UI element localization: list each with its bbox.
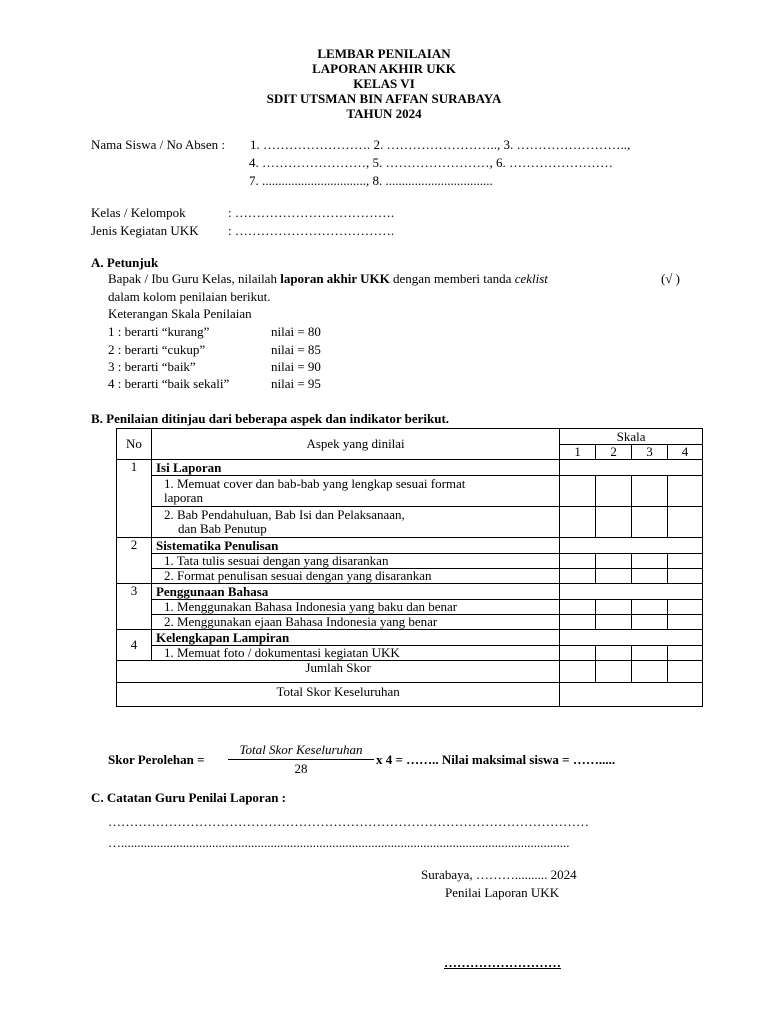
- total-skor-row: [117, 683, 703, 707]
- score-cell[interactable]: [596, 646, 632, 661]
- signer-role: Penilai Laporan UKK: [445, 885, 560, 900]
- scale-value-4: nilai = 95: [271, 376, 321, 391]
- score-cell[interactable]: [632, 507, 668, 538]
- aspect-title: Kelengkapan Lampiran: [151, 630, 559, 646]
- score-cell[interactable]: [668, 569, 703, 584]
- total-skor-cell[interactable]: [560, 683, 703, 707]
- score-cell[interactable]: [560, 569, 596, 584]
- scale-label-1: 1 : berarti “kurang”: [108, 324, 210, 339]
- indicator-cell: 1. Menggunakan Bahasa Indonesia yang baku dan benar: [151, 600, 559, 615]
- kelas-value: : ……………………………….: [228, 205, 395, 220]
- score-cell[interactable]: [632, 476, 668, 507]
- jumlah-skor-row: [117, 661, 703, 683]
- formula-fraction: [228, 742, 374, 777]
- score-cell[interactable]: [560, 476, 596, 507]
- assessment-table: [116, 428, 703, 707]
- table-row: [117, 460, 703, 476]
- blank-cell: [560, 538, 703, 554]
- score-cell[interactable]: [560, 615, 596, 630]
- table-row: [117, 476, 703, 507]
- petunjuk-paragraph-line-1: [108, 271, 680, 287]
- score-cell[interactable]: [596, 507, 632, 538]
- formula-label: Skor Perolehan =: [108, 752, 205, 767]
- score-cell[interactable]: [668, 600, 703, 615]
- indicator-cell: [151, 507, 559, 538]
- aspect-title: Penggunaan Bahasa: [151, 584, 559, 600]
- formula-denominator: 28: [294, 761, 308, 776]
- header-skala-4: 4: [668, 445, 703, 460]
- catatan-line-2[interactable]: …..........................................................................................................................................: [108, 835, 570, 850]
- petunjuk-text-a: Bapak / Ibu Guru Kelas, nilailah: [108, 271, 281, 286]
- score-cell[interactable]: [596, 569, 632, 584]
- nama-siswa-label: Nama Siswa / No Absen :: [91, 137, 225, 152]
- section-c-heading: C. Catatan Guru Penilai Laporan :: [91, 790, 287, 805]
- score-cell[interactable]: [668, 554, 703, 569]
- indicator-line: laporan: [163, 490, 203, 505]
- blank-cell: [560, 630, 703, 646]
- score-cell[interactable]: [560, 646, 596, 661]
- score-cell[interactable]: [560, 600, 596, 615]
- nama-siswa-row-2: 4. ……………………, 5. ……………………, 6. ……………………: [249, 155, 613, 170]
- petunjuk-paragraph-line-2: dalam kolom penilaian berikut.: [108, 289, 271, 304]
- score-cell[interactable]: [668, 507, 703, 538]
- petunjuk-text-b: laporan akhir UKK: [280, 271, 390, 286]
- indicator-cell: 2. Format penulisan sesuai dengan yang disarankan: [151, 569, 559, 584]
- section-b-heading: B. Penilaian ditinjau dari beberapa aspek dan indikator berikut.: [91, 411, 450, 426]
- score-cell[interactable]: [632, 600, 668, 615]
- table-row: [117, 615, 703, 630]
- fraction-bar: [228, 759, 374, 760]
- table-row: [117, 600, 703, 615]
- header-no: No: [117, 429, 152, 460]
- blank-cell: [560, 584, 703, 600]
- formula-rest: x 4 = …….. Nilai maksimal siswa = …….....: [376, 752, 616, 767]
- total-skor-label: Total Skor Keseluruhan: [117, 683, 560, 707]
- scale-value-2: nilai = 85: [271, 342, 321, 357]
- header-skala: Skala: [560, 429, 703, 445]
- score-cell[interactable]: [560, 661, 596, 683]
- table-row: [117, 538, 703, 554]
- petunjuk-heading: A. Petunjuk: [91, 255, 159, 270]
- signer-name-line: ………………………: [444, 955, 561, 970]
- jenis-kegiatan-label: Jenis Kegiatan UKK: [91, 223, 199, 238]
- score-cell[interactable]: [632, 554, 668, 569]
- table-header-row: [117, 429, 703, 445]
- checkmark-symbol: (√ ): [660, 271, 680, 286]
- table-row: [117, 630, 703, 646]
- nama-siswa-row-3: 7. ................................, 8. .................................: [249, 173, 493, 188]
- score-cell[interactable]: [632, 646, 668, 661]
- header-skala-1: 1: [560, 445, 596, 460]
- score-cell[interactable]: [596, 554, 632, 569]
- indicator-cell: [151, 476, 559, 507]
- title-line-1: LEMBAR PENILAIAN: [317, 46, 451, 61]
- scale-value-1: nilai = 80: [271, 324, 321, 339]
- petunjuk-text-c: dengan memberi tanda: [389, 271, 515, 286]
- indicator-line: 2. Bab Pendahuluan, Bab Isi dan Pelaksanaan,: [163, 507, 405, 522]
- score-cell[interactable]: [668, 476, 703, 507]
- header-skala-3: 3: [632, 445, 668, 460]
- score-cell[interactable]: [668, 661, 703, 683]
- score-cell[interactable]: [632, 661, 668, 683]
- header-aspek: Aspek yang dinilai: [151, 429, 559, 460]
- catatan-line-1[interactable]: …………………………………………………………………………………………………: [108, 814, 589, 829]
- aspect-title: Isi Laporan: [151, 460, 559, 476]
- table-row: [117, 554, 703, 569]
- title-line-2: LAPORAN AKHIR UKK: [312, 61, 456, 76]
- score-cell[interactable]: [668, 646, 703, 661]
- scale-title: Keterangan Skala Penilaian: [108, 306, 252, 321]
- score-cell[interactable]: [632, 615, 668, 630]
- table-row: [117, 646, 703, 661]
- jenis-kegiatan-value: : ……………………………….: [228, 223, 395, 238]
- aspect-no: 4: [117, 630, 152, 661]
- score-cell[interactable]: [596, 600, 632, 615]
- place-date: Surabaya, ……….......... 2024: [421, 867, 577, 882]
- scale-label-2: 2 : berarti “cukup”: [108, 342, 206, 357]
- title-line-3: KELAS VI: [353, 76, 415, 91]
- scale-value-3: nilai = 90: [271, 359, 321, 374]
- indicator-line: dan Bab Penutup: [177, 521, 267, 536]
- nama-siswa-row-1: 1. ……………………. 2. …………………….., 3. ……………………..,: [250, 137, 631, 152]
- title-line-5: TAHUN 2024: [346, 106, 422, 121]
- scale-label-4: 4 : berarti “baik sekali”: [108, 376, 230, 391]
- score-cell[interactable]: [668, 615, 703, 630]
- score-cell[interactable]: [596, 661, 632, 683]
- title-line-4: SDIT UTSMAN BIN AFFAN SURABAYA: [266, 91, 502, 106]
- indicator-line: 1. Memuat cover dan bab-bab yang lengkap sesuai format: [163, 476, 466, 491]
- score-cell[interactable]: [596, 615, 632, 630]
- petunjuk-text-d: ceklist: [514, 271, 548, 286]
- kelas-label: Kelas / Kelompok: [91, 205, 186, 220]
- score-cell[interactable]: [596, 476, 632, 507]
- scale-label-3: 3 : berarti “baik”: [108, 359, 196, 374]
- indicator-cell: 2. Menggunakan ejaan Bahasa Indonesia yang benar: [151, 615, 559, 630]
- header-skala-2: 2: [596, 445, 632, 460]
- formula-numerator: Total Skor Keseluruhan: [239, 742, 363, 757]
- aspect-no: 2: [117, 538, 152, 584]
- aspect-no: 1: [117, 460, 152, 538]
- aspect-title: Sistematika Penulisan: [151, 538, 559, 554]
- indicator-cell: 1. Memuat foto / dokumentasi kegiatan UKK: [151, 646, 559, 661]
- score-cell[interactable]: [560, 554, 596, 569]
- aspect-no: 3: [117, 584, 152, 630]
- jumlah-skor-label: Jumlah Skor: [117, 661, 560, 683]
- blank-cell: [560, 460, 703, 476]
- score-cell[interactable]: [632, 569, 668, 584]
- table-row: [117, 507, 703, 538]
- table-row: [117, 569, 703, 584]
- table-row: [117, 584, 703, 600]
- score-cell[interactable]: [560, 507, 596, 538]
- indicator-cell: 1. Tata tulis sesuai dengan yang disarankan: [151, 554, 559, 569]
